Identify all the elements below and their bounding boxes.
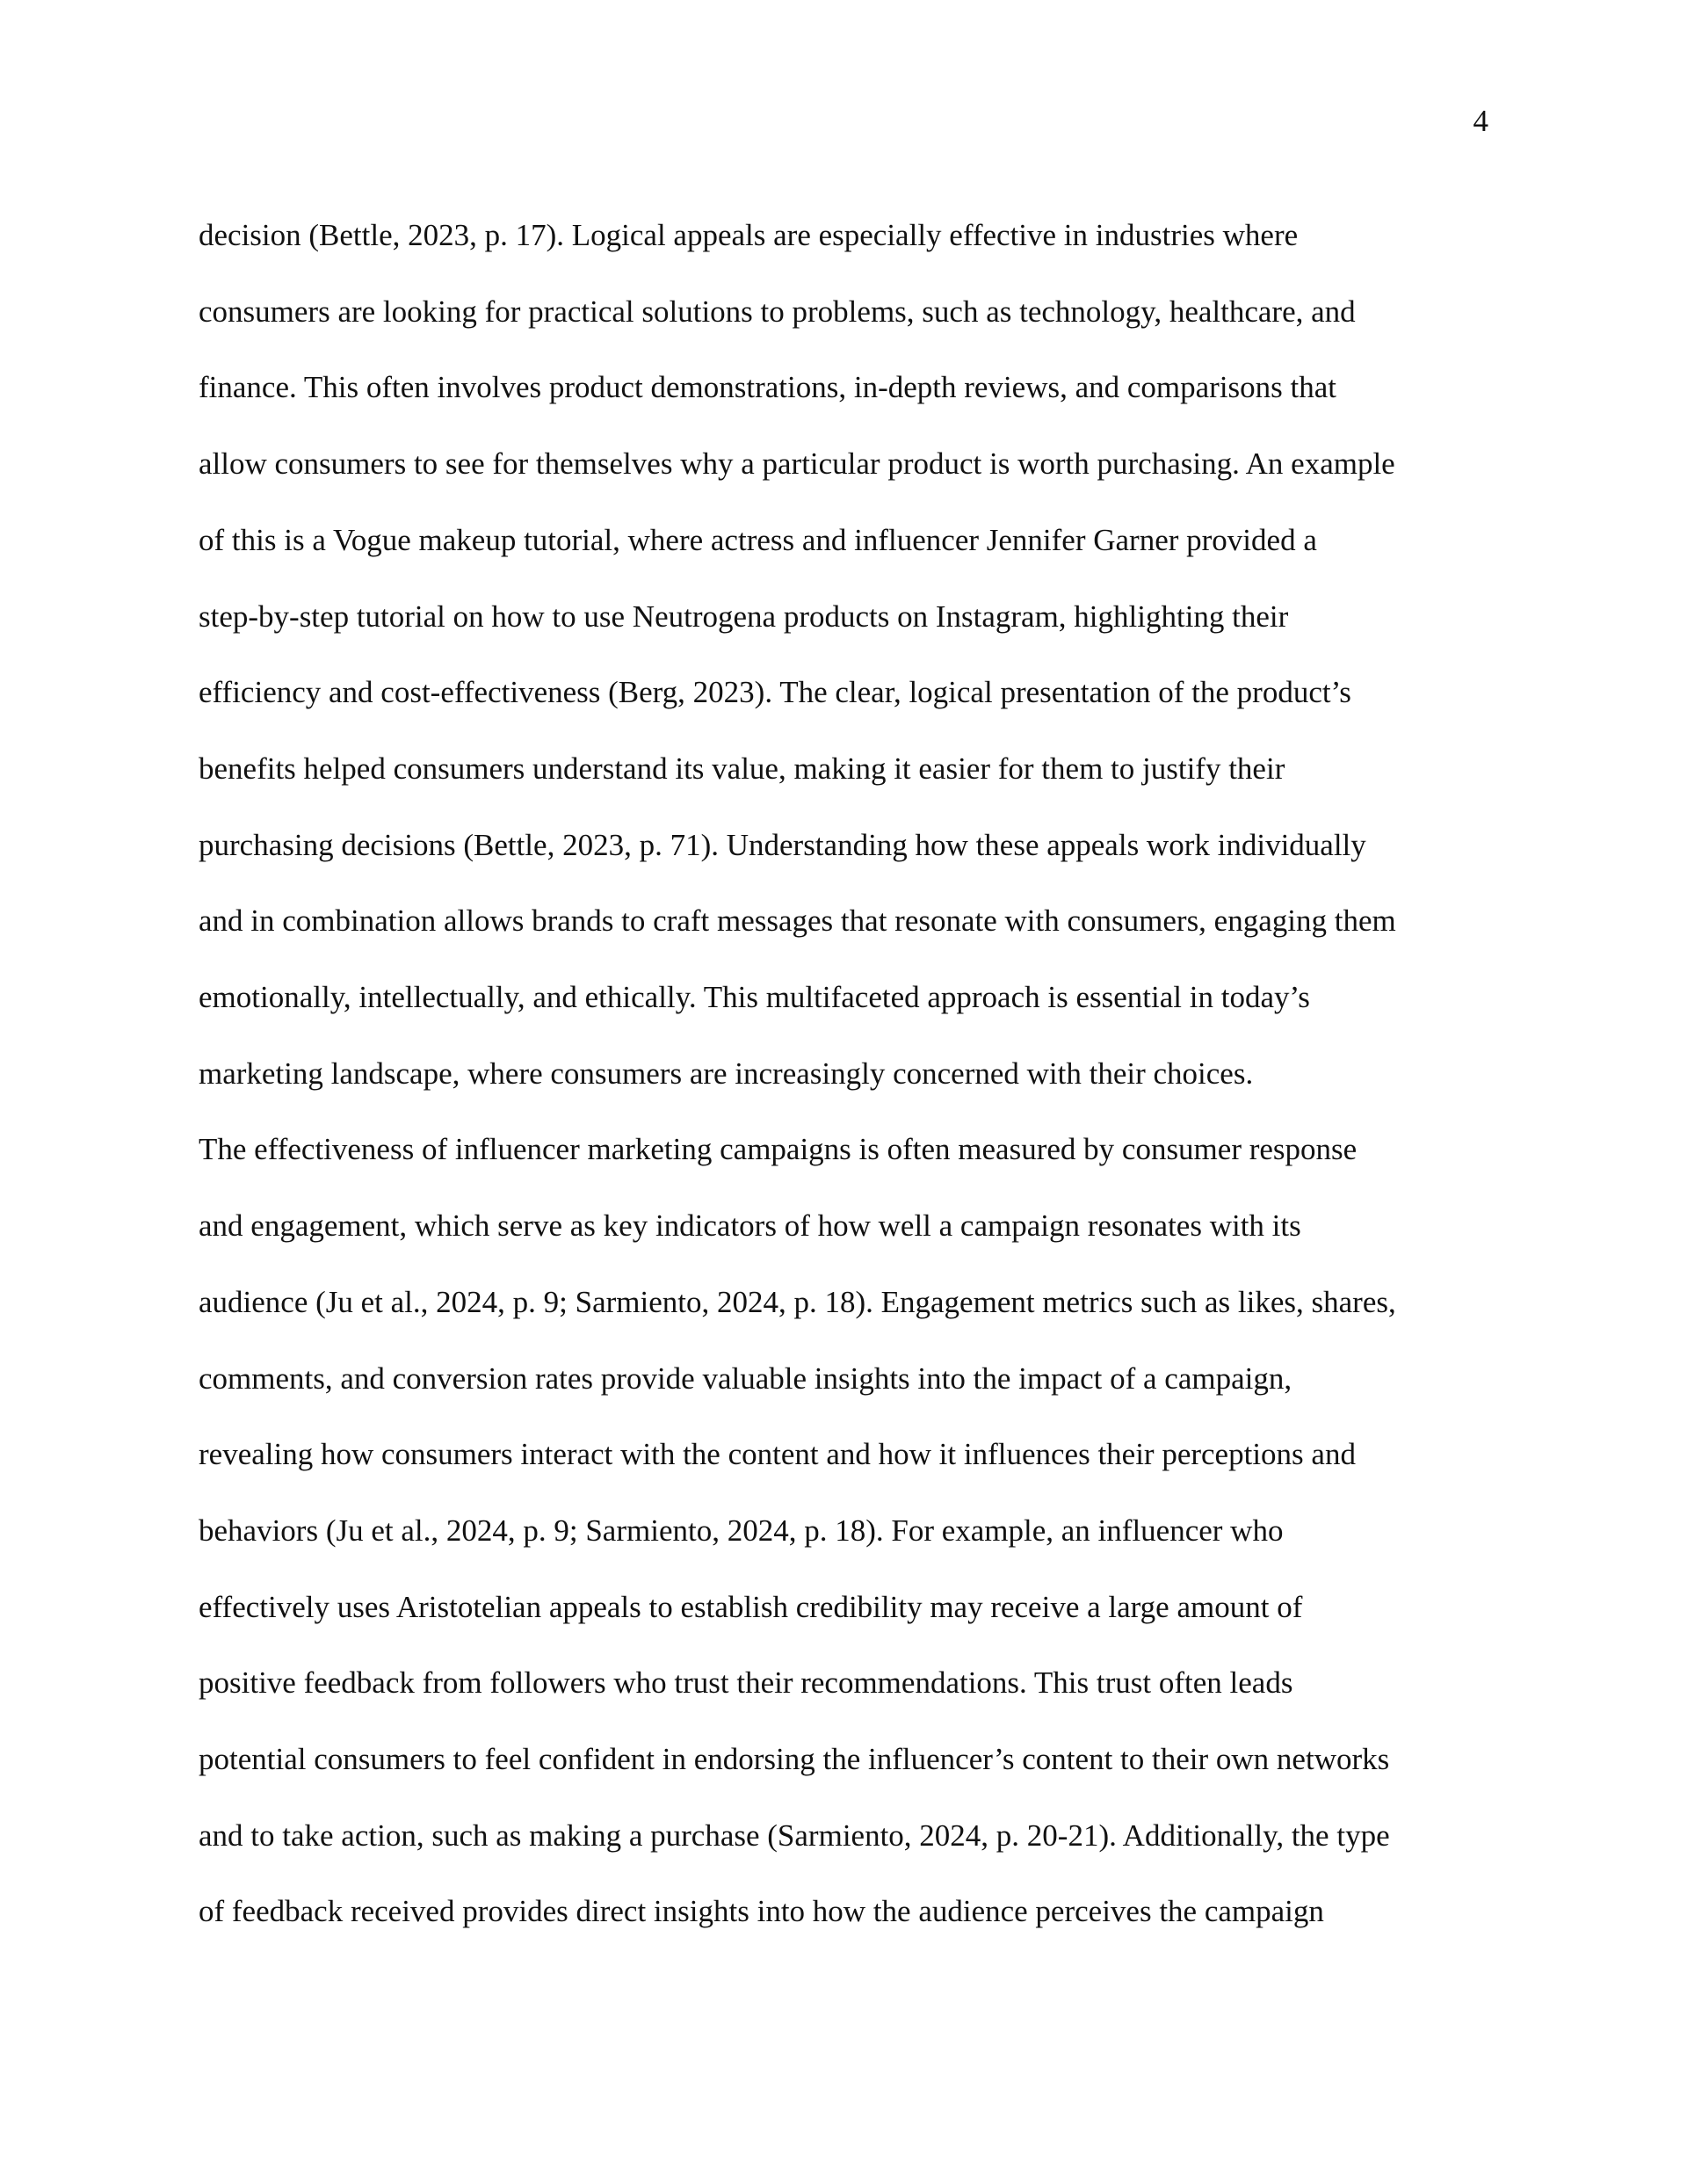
text-line: and engagement, which serve as key indicators of how well a campaign resonates with its [199, 1208, 1301, 1244]
text-line: behaviors (Ju et al., 2024, p. 9; Sarmiento, 2024, p. 18). For example, an influencer who [199, 1513, 1284, 1548]
text-line: allow consumers to see for themselves why a particular product is worth purchasing. An example [199, 446, 1395, 482]
body-text [199, 198, 1517, 1950]
text-line: benefits helped consumers understand its value, making it easier for them to justify their [199, 751, 1285, 786]
text-line: step-by-step tutorial on how to use Neutrogena products on Instagram, highlighting their [199, 599, 1289, 634]
text-line: emotionally, intellectually, and ethically. This multifaceted approach is essential in today’s [199, 980, 1310, 1015]
text-line: revealing how consumers interact with the content and how it influences their perceptions and [199, 1437, 1356, 1472]
text-line: marketing landscape, where consumers are increasingly concerned with their choices. [199, 1056, 1254, 1091]
text-line: decision (Bettle, 2023, p. 17). Logical appeals are especially effective in industries where [199, 218, 1299, 252]
text-line: effectively uses Aristotelian appeals to establish credibility may receive a large amount of [199, 1589, 1303, 1624]
text-line: audience (Ju et al., 2024, p. 9; Sarmiento, 2024, p. 18). Engagement metrics such as likes, shares, [199, 1284, 1396, 1319]
text-line: consumers are looking for practical solutions to problems, such as technology, healthcare, and [199, 294, 1356, 329]
text-line: positive feedback from followers who trust their recommendations. This trust often leads [199, 1665, 1293, 1701]
paragraph-start-line: The effectiveness of influencer marketing campaigns is often measured by consumer response [199, 1132, 1358, 1167]
text-line: purchasing decisions (Bettle, 2023, p. 71). Understanding how these appeals work individually [199, 827, 1366, 862]
text-line: and to take action, such as making a purchase (Sarmiento, 2024, p. 20-21). Additionally, the type [199, 1818, 1390, 1853]
text-line: of feedback received provides direct insights into how the audience perceives the campaign [199, 1894, 1324, 1929]
text-line: and in combination allows brands to craft messages that resonate with consumers, engaging them [199, 903, 1396, 939]
text-line: comments, and conversion rates provide valuable insights into the impact of a campaign, [199, 1360, 1292, 1396]
text-line: potential consumers to feel confident in endorsing the influencer’s content to their own networks [199, 1742, 1390, 1777]
text-line: efficiency and cost-effectiveness (Berg, 2023). The clear, logical presentation of the product’s [199, 675, 1351, 710]
text-line: of this is a Vogue makeup tutorial, where actress and influencer Jennifer Garner provided a [199, 522, 1317, 557]
page-number: 4 [1473, 104, 1488, 138]
text-line: finance. This often involves product demonstrations, in-depth reviews, and comparisons that [199, 370, 1337, 405]
